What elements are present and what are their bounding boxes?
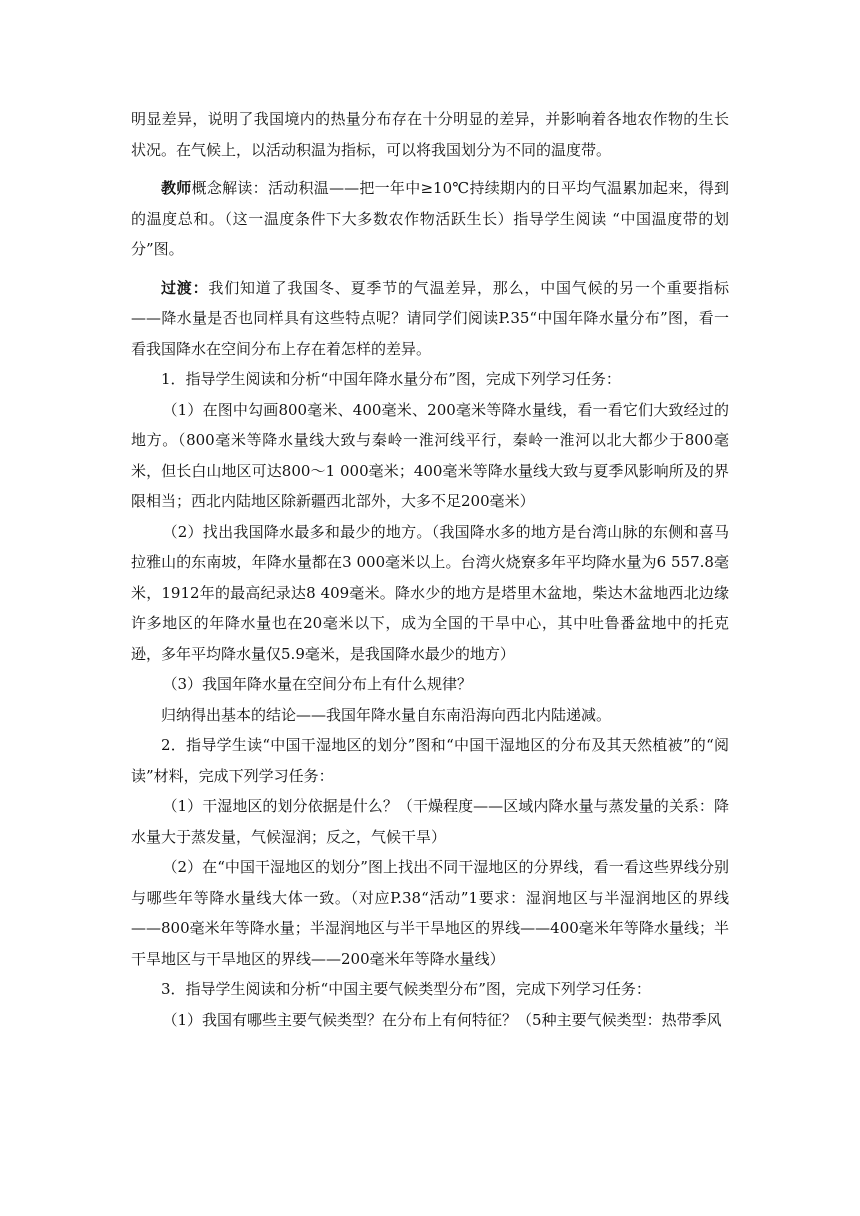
transition-text: 我们知道了我国冬、夏季节的气温差异，那么，中国气候的另一个重要指标——降水量是否也同样具有这些特点呢？请同学们阅读P.35“中国年降水量分布”图，看一看我国降水在空间分布上存在着怎样的差异。 [131, 278, 729, 358]
paragraph-task-1: 1．指导学生阅读和分析“中国年降水量分布”图，完成下列学习任务： [161, 370, 621, 388]
paragraph-transition [131, 273, 729, 365]
paragraph-conclusion: 归纳得出基本的结论——我国年降水量自东南沿海向西北内陆递减。 [161, 705, 612, 724]
paragraph-task-1-2: （2）找出我国降水最多和最少的地方。（我国降水多的地方是台湾山脉的东侧和喜马拉雅山的东南坡，年降水量都在3 000毫米以上。台湾火烧寮多年平均降水量为6 557.8毫米，1912年的最高纪录达8 409毫米。降水少的地方是塔里木盆地，柴达木盆地西北边缘许多地区的年降水量也在20毫米以下，成为全国的干旱中心，其中吐鲁番盆地中的托克逊，多年平均降水量仅5.9毫米，是我国降水最少的地方） [131, 522, 729, 663]
paragraph-teacher-concept [131, 173, 729, 265]
teacher-label: 教师 [161, 179, 192, 197]
paragraph-task-1-1: （1）在图中勾画800毫米、400毫米、200毫米等降水量线，看一看它们大致经过的地方。（800毫米等降水量线大致与秦岭一淮河线平行，秦岭一淮河以北大都少于800毫米，但长白山地区可达800～1 000毫米；400毫米等降水量线大致与夏季风影响所及的界限相当；西北内陆地区除新疆西北部外，大多不足200毫米） [131, 400, 729, 510]
paragraph-task-2-1: （1）干湿地区的划分依据是什么？（干燥程度——区域内降水量与蒸发量的关系：降水量大于蒸发量，气候湿润；反之，气候干旱） [131, 797, 729, 846]
paragraph-task-3-1: （1）我国有哪些主要气候类型？在分布上有何特征？（5种主要气候类型：热带季风 [162, 1010, 722, 1029]
paragraph-task-1-3: （3）我国年降水量在空间分布上有什么规律？ [162, 675, 473, 693]
paragraph-task-3: 3．指导学生阅读和分析“中国主要气候类型分布”图，完成下列学习任务： [161, 980, 651, 998]
document-page [131, 104, 729, 1035]
paragraph-task-2: 2．指导学生读“中国干湿地区的划分”图和“中国干湿地区的分布及其天然植被”的“阅读”材料，完成下列学习任务： [131, 736, 729, 785]
transition-label: 过渡： [161, 278, 209, 297]
paragraph-heat-distribution: 明显差异，说明了我国境内的热量分布存在十分明显的差异，并影响着各地农作物的生长状况。在气候上，以活动积温为指标，可以将我国划分为不同的温度带。 [131, 110, 729, 159]
paragraph-task-2-2: （2）在“中国干湿地区的划分”图上找出不同干湿地区的分界线，看一看这些界线分别与哪些年等降水量线大体一致。（对应P.38“活动”1要求：湿润地区与半湿润地区的界线——800毫米年等降水量；半湿润地区与半干旱地区的界线——400毫米年等降水量线；半干旱地区与干旱地区的界线——200毫米年等降水量线） [131, 858, 729, 968]
teacher-concept-text: 概念解读：活动积温——把一年中≥10℃持续期内的日平均气温累加起来，得到的温度总和。（这一温度条件下大多数农作物活跃生长）指导学生阅读 “中国温度带的划分”图。 [131, 179, 729, 258]
